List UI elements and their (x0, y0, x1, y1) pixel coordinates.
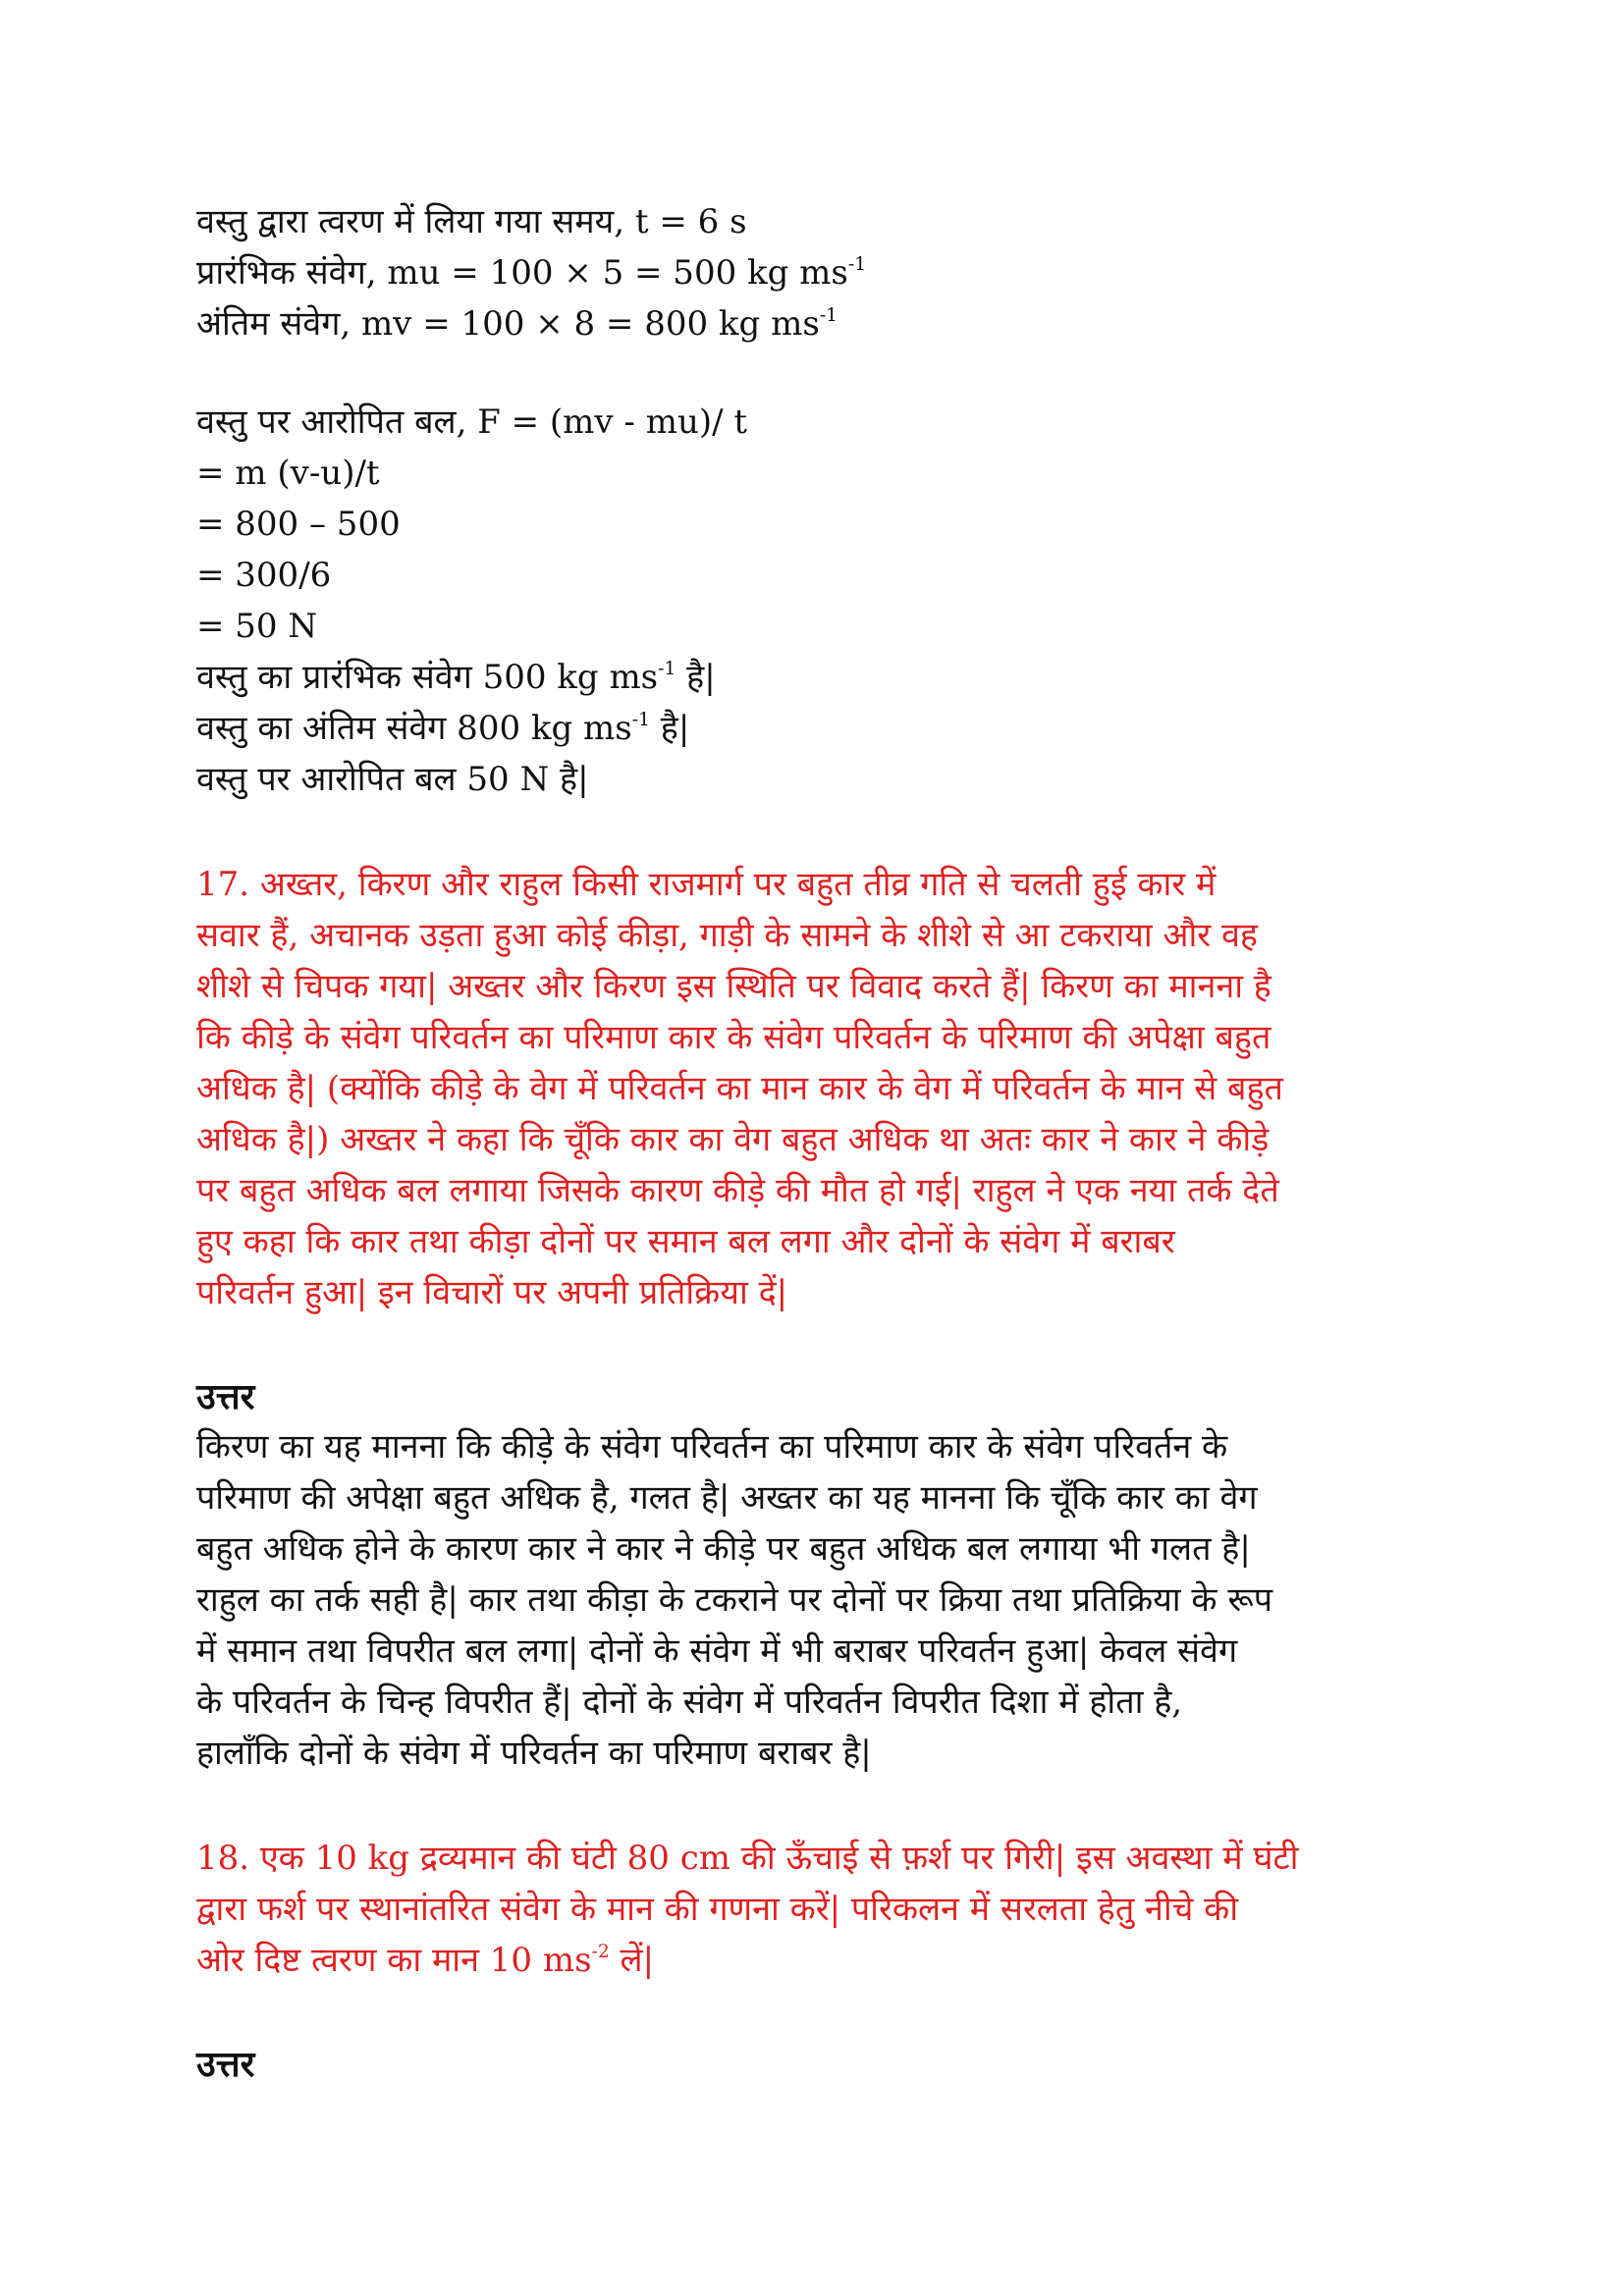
question-line (196, 1935, 1473, 1986)
calc-step: = 50 N (196, 607, 318, 646)
answer-17 (196, 1372, 1473, 1779)
force-formula-line: वस्तु पर आरोपित बल, F = (mv - mu)/ t (196, 402, 748, 442)
question-line: परिवर्तन हुआ| इन विचारों पर अपनी प्रतिक्रिया दें| (196, 1273, 788, 1312)
answer-line: राहुल का तर्क सही है| कार तथा कीड़ा के टकराने पर दोनों पर क्रिया तथा प्रतिक्रिया के रूप (196, 1580, 1273, 1620)
spacer (196, 1986, 1473, 2040)
unit-exponent: -1 (658, 658, 676, 679)
result-force: वस्तु पर आरोपित बल 50 N है| (196, 760, 589, 799)
initial-momentum-line (196, 247, 1473, 298)
answer-heading: उत्तर (196, 1376, 255, 1417)
question-text: ओर दिष्ट त्वरण का मान 10 ms (196, 1941, 592, 1980)
result-suffix: है| (649, 709, 690, 748)
question-line: शीशे से चिपक गया| अख्तर और किरण इस स्थिति पर विवाद करते हैं| किरण का मानना है (196, 967, 1271, 1006)
spacer (196, 349, 1473, 397)
answer-18 (196, 2040, 1473, 2089)
result-final-momentum (196, 703, 1473, 754)
calc-step: = 300/6 (196, 556, 332, 595)
question-line: पर बहुत अधिक बल लगाया जिसके कारण कीड़े की मौत हो गई| राहुल ने एक नया तर्क देते (196, 1171, 1279, 1210)
answer-line: बहुत अधिक होने के कारण कार ने कार ने कीड़े पर बहुत अधिक बल लगाया भी गलत है| (196, 1529, 1251, 1569)
result-suffix: है| (676, 658, 716, 697)
result-text: वस्तु का अंतिम संवेग 800 kg ms (196, 709, 632, 748)
answer-line: के परिवर्तन के चिन्ह विपरीत हैं| दोनों के संवेग में परिवर्तन विपरीत दिशा में होता है, (196, 1682, 1183, 1722)
question-suffix: लें| (609, 1941, 655, 1980)
unit-exponent: -1 (819, 304, 839, 326)
question-line: कि कीड़े के संवेग परिवर्तन का परिमाण कार के संवेग परिवर्तन के परिमाण की अपेक्षा बहुत (196, 1018, 1271, 1057)
spacer (196, 805, 1473, 859)
document-page (196, 196, 1473, 2089)
question-line: हुए कहा कि कार तथा कीड़ा दोनों पर समान बल लगा और दोनों के संवेग में बराबर (196, 1222, 1175, 1261)
spacer (196, 1779, 1473, 1833)
final-momentum-text: अंतिम संवेग, mv = 100 × 8 = 800 kg ms (196, 304, 820, 344)
calculation-block (196, 196, 1473, 805)
question-line: द्वारा फर्श पर स्थानांतरित संवेग के मान की गणना करें| परिकलन में सरलता हेतु नीचे की (196, 1890, 1239, 1929)
question-line: 18. एक 10 kg द्रव्यमान की घंटी 80 cm की ऊँचाई से फ़र्श पर गिरी| इस अवस्था में घंटी (196, 1839, 1299, 1878)
answer-body (196, 1421, 1473, 1779)
calc-step: = 800 – 500 (196, 505, 401, 544)
unit-exponent: -1 (847, 253, 867, 275)
result-initial-momentum (196, 652, 1473, 703)
initial-momentum-text: प्रारंभिक संवेग, mu = 100 × 5 = 500 kg ms (196, 253, 848, 293)
answer-line: परिमाण की अपेक्षा बहुत अधिक है, गलत है| अख्तर का यह मानना कि चूँकि कार का वेग (196, 1478, 1258, 1518)
question-line: 17. अख्तर, किरण और राहुल किसी राजमार्ग पर बहुत तीव्र गति से चलती हुई कार में (196, 865, 1217, 904)
answer-line: में समान तथा विपरीत बल लगा| दोनों के संवेग में भी बराबर परिवर्तन हुआ| केवल संवेग (196, 1631, 1238, 1671)
question-17 (196, 859, 1473, 1318)
time-line: वस्तु द्वारा त्वरण में लिया गया समय, t = 6 s (196, 202, 747, 241)
question-line: अधिक है| (क्योंकि कीड़े के वेग में परिवर्तन का मान कार के वेग में परिवर्तन के मान से बहुत (196, 1069, 1283, 1108)
calc-step: = m (v-u)/t (196, 454, 380, 493)
unit-exponent: -1 (631, 709, 650, 730)
answer-line: किरण का यह मानना कि कीड़े के संवेग परिवर्तन का परिमाण कार के संवेग परिवर्तन के (196, 1427, 1228, 1467)
result-text: वस्तु का प्रारंभिक संवेग 500 kg ms (196, 658, 659, 697)
answer-heading: उत्तर (196, 2044, 255, 2085)
unit-exponent: -2 (591, 1941, 610, 1962)
question-line: सवार हैं, अचानक उड़ता हुआ कोई कीड़ा, गाड़ी के सामने के शीशे से आ टकराया और वह (196, 916, 1258, 955)
spacer (196, 1318, 1473, 1372)
question-line: अधिक है|) अख्तर ने कहा कि चूँकि कार का वेग बहुत अधिक था अतः कार ने कार ने कीड़े (196, 1120, 1270, 1159)
question-18 (196, 1833, 1473, 1986)
final-momentum-line (196, 298, 1473, 349)
answer-line: हालाँकि दोनों के संवेग में परिवर्तन का परिमाण बराबर है| (196, 1734, 872, 1773)
